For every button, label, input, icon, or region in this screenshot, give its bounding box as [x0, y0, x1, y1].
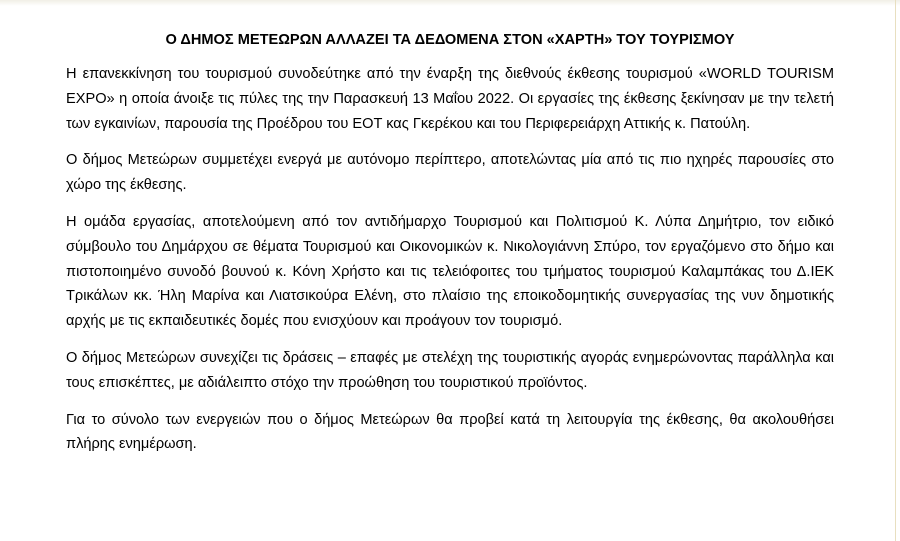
- document-title: Ο ΔΗΜΟΣ ΜΕΤΕΩΡΩΝ ΑΛΛΑΖΕΙ ΤΑ ΔΕΔΟΜΕΝΑ ΣΤΟΝ «ΧΑΡΤΗ» ΤΟΥ ΤΟΥΡΙΣΜΟΥ: [165, 32, 735, 48]
- document-page: [66, 30, 834, 469]
- paragraph-3: Η ομάδα εργασίας, αποτελούμενη από τον αντιδήμαρχο Τουρισμού και Πολιτισμού Κ. Λύπα Δημήτριο, τον ειδικό σύμβουλο του Δημάρχου σε θέματα Τουρισμού και Οικονομικών κ. Νικολογιάννη Σπύρο, τον εργαζόμενο στο δήμο και πιστοποιημένο συνοδό βουνού κ. Κόνη Χρήστο και τις τελειόφοιτες του τμήματος τουρισμού Καλαμπάκας του Δ.ΙΕΚ Τρικάλων κκ. Ήλη Μαρίνα και Λιατσικούρα Ελένη, στο πλαίσιο της εποικοδομητικής συνεργασίας της νυν δημοτικής αρχής με τις εκπαιδευτικές δομές που ενισχύουν και προάγουν τον τουρισμό.: [66, 213, 834, 330]
- paragraph-1: Η επανεκκίνηση του τουρισμού συνοδεύτηκε από την έναρξη της διεθνούς έκθεσης τουρισμού «WORLD TOURISM EXPO» η οποία άνοιξε τις πύλες της την Παρασκευή 13 Μαΐου 2022. Οι εργασίες της έκθεσης ξεκίνησαν με την τελετή των εγκαινίων, παρουσία της Προέδρου του ΕΟΤ κας Γκερέκου και του Περιφερειάρχη Αττικής κ. Πατούλη.: [66, 66, 834, 132]
- paragraph-5: Για το σύνολο των ενεργειών που ο δήμος Μετεώρων θα προβεί κατά τη λειτουργία της έκθεσης, θα ακολουθήσει πλήρης ενημέρωση.: [66, 411, 834, 453]
- paragraph-2: Ο δήμος Μετεώρων συμμετέχει ενεργά με αυτόνομο περίπτερο, αποτελώντας μία από τις πιο ηχηρές παρουσίες στο χώρο της έκθεσης.: [66, 152, 834, 194]
- page-edge: [895, 0, 896, 541]
- paragraph-4: Ο δήμος Μετεώρων συνεχίζει τις δράσεις – επαφές με στελέχη της τουριστικής αγοράς ενημερώνοντας παράλληλα και τους επισκέπτες, με αδιάλειπτο στόχο την προώθηση του τουριστικού προϊόντος.: [66, 349, 834, 391]
- top-border: [0, 0, 900, 6]
